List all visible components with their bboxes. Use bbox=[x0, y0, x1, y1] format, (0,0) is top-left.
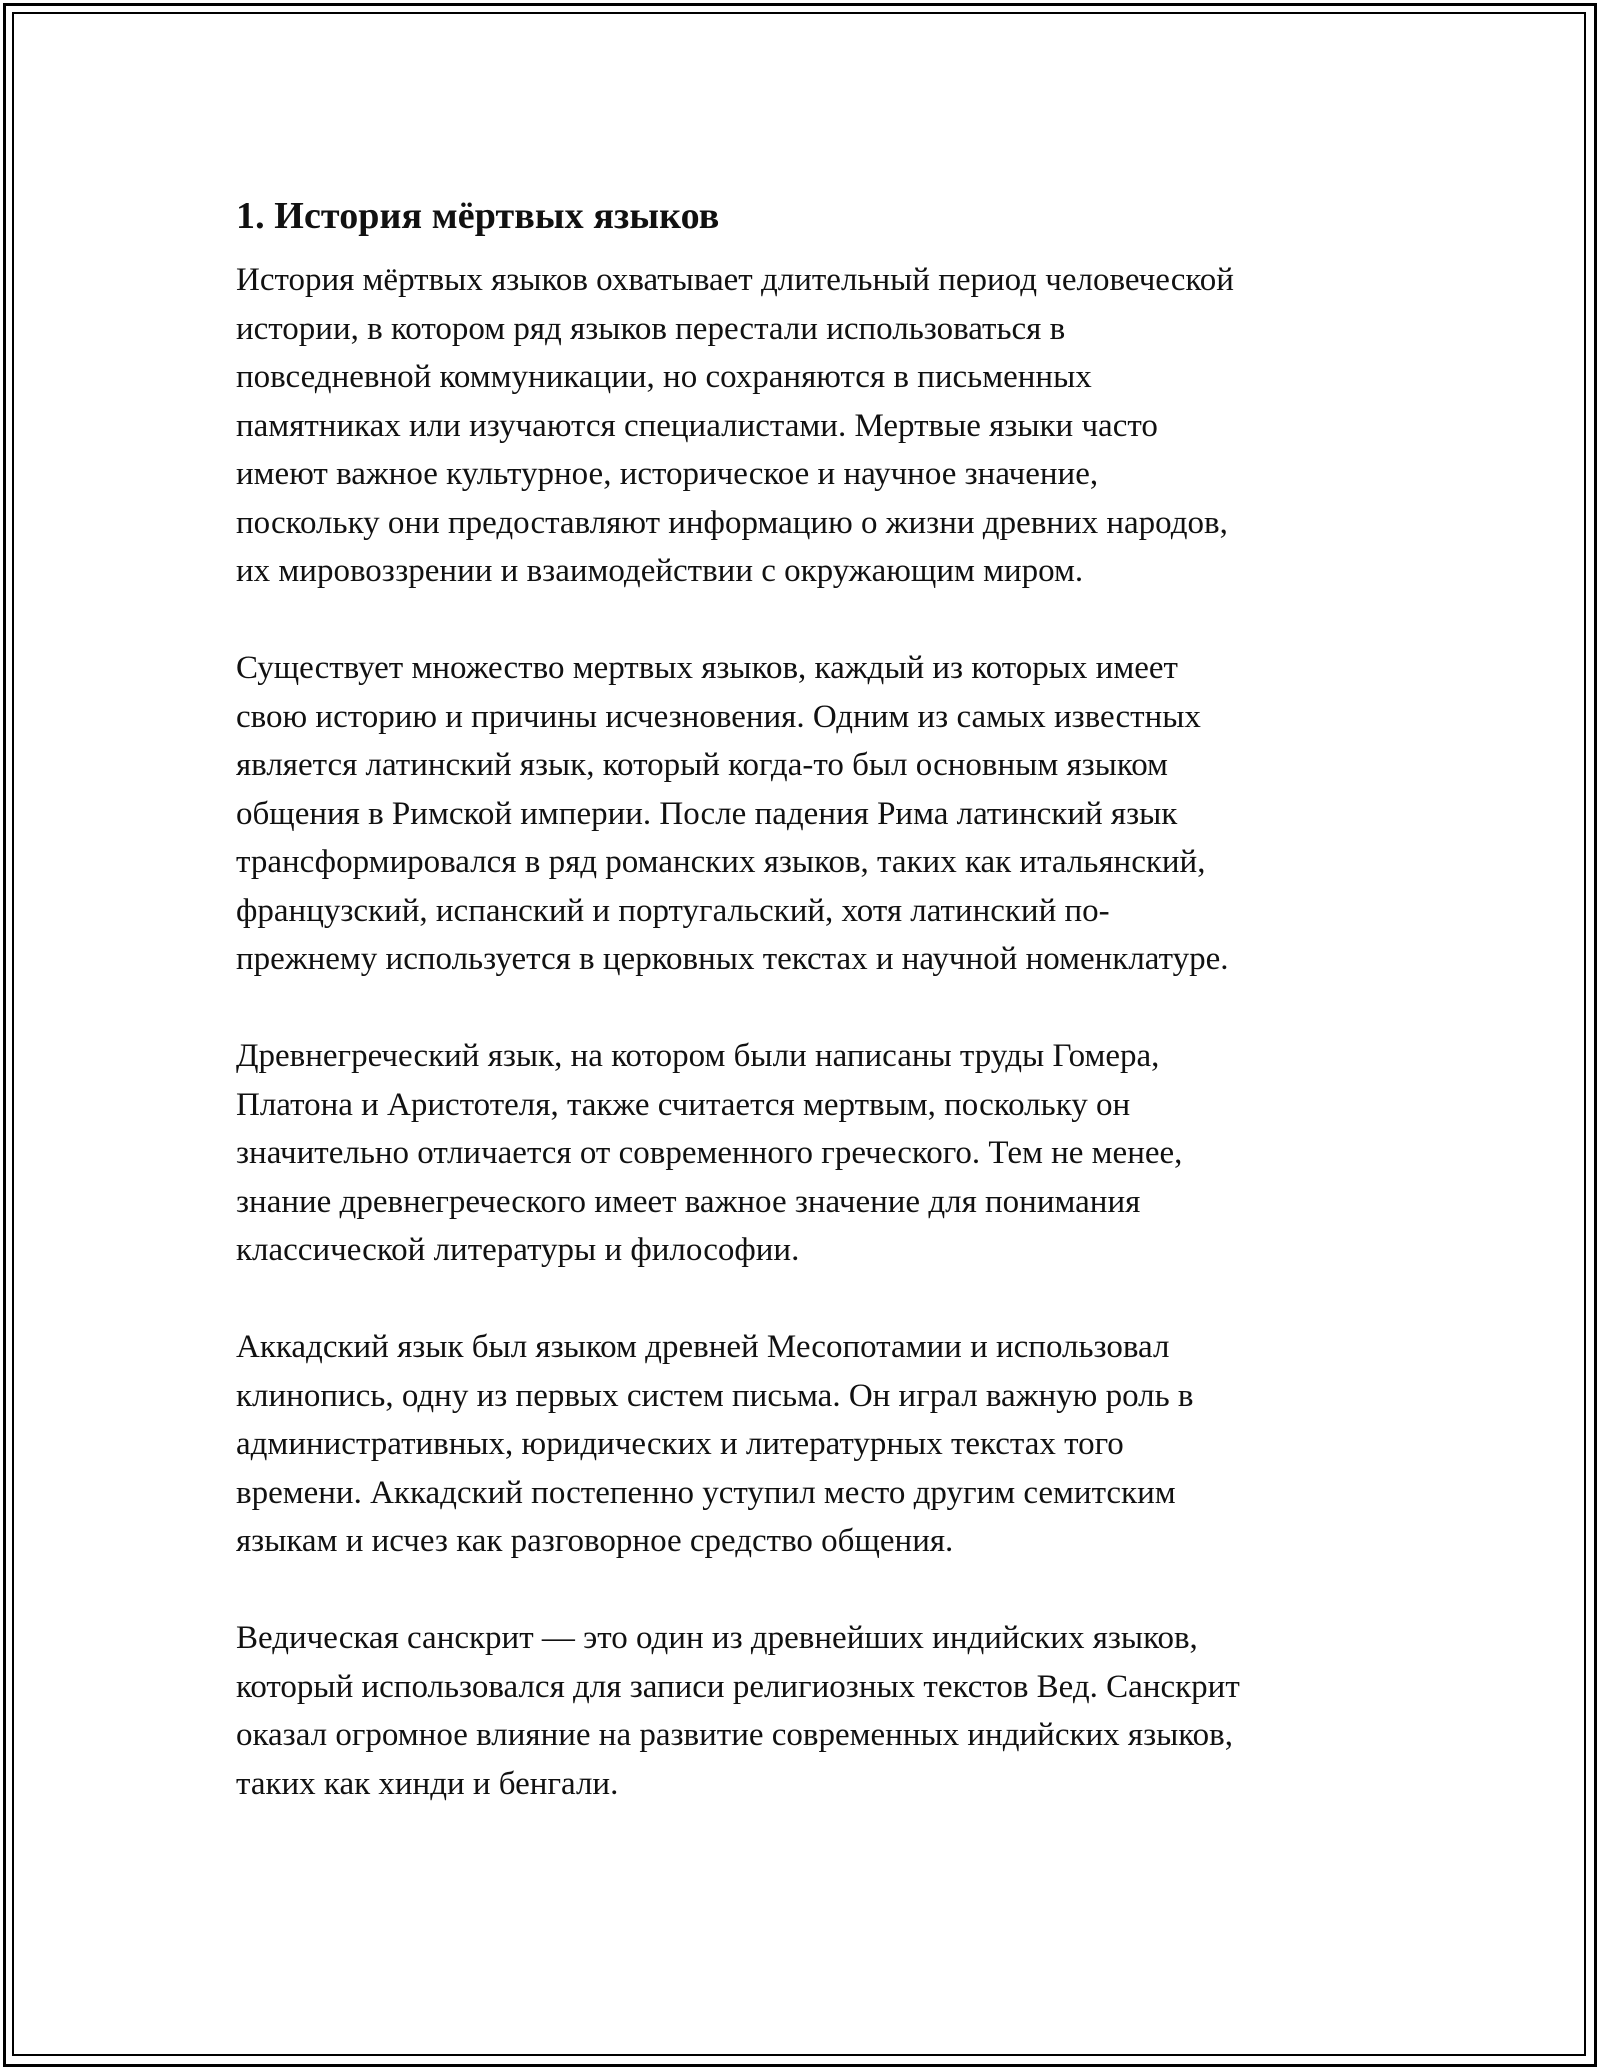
paragraph-latin: Существует множество мертвых языков, каждый из которых имеет свою историю и причины исчезновения. Одним из самых известных является латинский язык, который когда-то был основным языком общения в Римской империи. После падения Рима латинский язык трансформировался в ряд романских языков, таких как итальянский, французский, испанский и португальский, хотя латинский по- прежнему используется в церковных текстах и научной номенклатуре. bbox=[236, 650, 1229, 977]
paragraph-akkadian: Аккадский язык был языком древней Месопотамии и использовал клинопись, одну из первых систем письма. Он играл важную роль в административных, юридических и литературных текстах того времени. Аккадский постепенно уступил место другим семитским языкам и исчез как разговорное средство общения. bbox=[236, 1329, 1194, 1559]
section-heading: 1. История мёртвых языков bbox=[236, 195, 720, 237]
paragraph-ancient-greek: Древнегреческий язык, на котором были написаны труды Гомера, Платона и Аристотеля, также считается мертвым, поскольку он значительно отличается от современного греческого. Тем не менее, знание древнегреческого имеет важное значение для понимания классической литературы и философии. bbox=[236, 1038, 1183, 1268]
document-body bbox=[236, 188, 1376, 1808]
paragraph-sanskrit: Ведическая санскрит — это один из древнейших индийских языков, который использовался для записи религиозных текстов Вед. Санскрит оказал огромное влияние на развитие современных индийских языков, таких как хинди и бенгали. bbox=[236, 1620, 1240, 1802]
paragraph-intro: История мёртвых языков охватывает длительный период человеческой истории, в котором ряд языков перестали использоваться в повседневной коммуникации, но сохраняются в письменных памятниках или изучаются специалистами. Мертвые языки часто имеют важное культурное, историческое и научное значение, поскольку они предоставляют информацию о жизни древних народов, их мировоззрении и взаимодействии с окружающим миром. bbox=[236, 262, 1234, 589]
